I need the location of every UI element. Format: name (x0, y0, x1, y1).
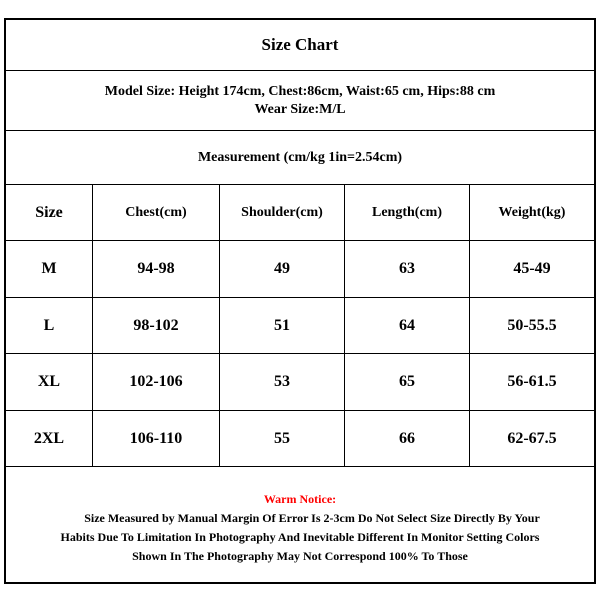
table-cell: 56-61.5 (507, 373, 557, 390)
notice-heading: Warm Notice: (263, 492, 337, 506)
table-cell: 64 (399, 316, 415, 334)
table-cell: 106-110 (129, 429, 183, 447)
measurement-note: Measurement (cm/kg 1in=2.54cm) (197, 149, 403, 165)
table-cell: XL (37, 373, 61, 390)
wear-size-text: Wear Size:M/L (254, 101, 346, 117)
table-cell: 49 (274, 260, 290, 277)
notice-line: Shown In The Photography May Not Correspond 100% To Those (132, 549, 468, 563)
divider (6, 466, 594, 467)
size-chart-frame (4, 18, 596, 584)
notice-line: Habits Due To Limitation In Photography And Inevitable Different In Monitor Setting Colors (60, 530, 540, 544)
header-size: Size (35, 203, 63, 221)
header-shoulder: Shoulder(cm) (241, 204, 323, 220)
table-cell: 55 (274, 429, 290, 447)
model-size-text: Model Size: Height 174cm, Chest:86cm, Waist:65 cm, Hips:88 cm (104, 83, 496, 99)
table-cell: L (43, 316, 55, 334)
model-size-block (6, 71, 594, 130)
header-weight: Weight(kg) (498, 204, 566, 220)
table-cell: 62-67.5 (507, 429, 557, 447)
table-cell: 2XL (33, 429, 65, 447)
table-cell: 50-55.5 (507, 316, 557, 334)
table-cell: 63 (399, 260, 415, 277)
header-length: Length(cm) (372, 204, 442, 220)
table-cell: 45-49 (513, 260, 551, 277)
table-cell: 102-106 (129, 373, 183, 390)
table-cell: 51 (274, 316, 290, 334)
header-chest: Chest(cm) (125, 204, 187, 220)
notice-line: Size Measured by Manual Margin Of Error Is 2-3cm Do Not Select Size Directly By Your (84, 511, 540, 525)
table-cell: 66 (399, 429, 415, 447)
table-cell: 65 (399, 373, 415, 390)
warm-notice (6, 490, 594, 566)
table-cell: 53 (274, 373, 290, 390)
table-cell: 98-102 (133, 316, 179, 334)
table-cell: M (41, 260, 57, 277)
table-cell: 94-98 (137, 260, 175, 277)
page-title: Size Chart (261, 35, 339, 54)
